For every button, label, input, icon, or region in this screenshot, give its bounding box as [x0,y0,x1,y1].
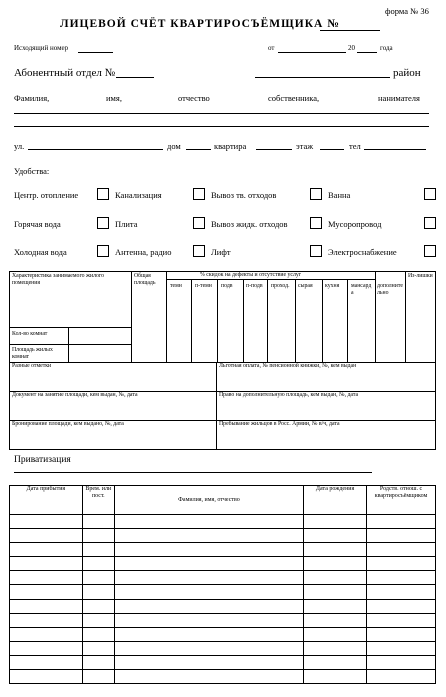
col-header: п-темн [195,283,212,289]
divider [9,344,131,345]
table-cell[interactable] [82,641,114,655]
table-cell[interactable] [114,627,303,641]
table-cell[interactable] [82,655,114,669]
account-number-line[interactable] [320,30,380,31]
table-cell[interactable] [114,670,303,684]
table-row [10,543,436,557]
col-header: дополнительно [377,283,403,296]
divider [405,271,406,363]
table-cell[interactable] [304,613,367,627]
col-header: темн [170,283,182,289]
birth-date-header: Дата рождения [304,486,367,515]
misc-notes-label: Разные отметки [12,363,52,369]
rooms-count-label: Кол-во комнат [12,331,48,337]
amenity-label: Канализация [115,190,162,200]
divider [191,279,192,363]
amenity-checkbox[interactable] [193,217,205,229]
table-cell[interactable] [82,515,114,529]
patronymic-label: отчество [178,93,210,103]
arrival-date-header: Дата прибытия [10,486,83,515]
street-field[interactable] [28,149,163,150]
relation-header: Родств. отнош. с квартиросъёмщиком [367,486,436,515]
amenity-checkbox[interactable] [193,188,205,200]
table-cell[interactable] [10,613,83,627]
divider [166,279,375,280]
table-cell[interactable] [82,585,114,599]
amenity-checkbox[interactable] [424,245,436,257]
table-cell[interactable] [304,571,367,585]
table-header-row [10,486,436,515]
table-row [10,585,436,599]
floor-label: этаж [296,141,314,151]
table-cell[interactable] [114,613,303,627]
year-prefix: 20 [348,44,355,52]
outgoing-number-label: Исходящий номер [14,44,69,52]
divider [216,362,217,450]
table-cell[interactable] [304,599,367,613]
fullname-line-1[interactable] [14,113,429,114]
table-cell[interactable] [367,641,436,655]
table-row [10,613,436,627]
table-cell[interactable] [114,543,303,557]
divider [267,279,268,363]
table-cell[interactable] [114,585,303,599]
divider [217,279,218,363]
surname-label: Фамилия, [14,93,50,103]
year-suffix: года [380,44,393,52]
amenity-checkbox[interactable] [424,188,436,200]
table-cell[interactable] [10,571,83,585]
district-label: район [393,67,421,79]
table-cell[interactable] [10,529,83,543]
table-cell[interactable] [304,585,367,599]
table-cell[interactable] [367,627,436,641]
table-row [10,515,436,529]
table-cell[interactable] [10,585,83,599]
table-cell[interactable] [10,543,83,557]
amenity-checkbox[interactable] [97,188,109,200]
col-header: мансарда [351,283,372,296]
table-cell[interactable] [114,655,303,669]
district-field[interactable] [255,77,390,78]
from-label: от [268,44,275,52]
page-title: ЛИЦЕВОЙ СЧЁТ КВАРТИРОСЪЁМЩИКА № [60,18,340,30]
owner-label: собственника, [268,93,320,103]
privatization-label: Приватизация [14,455,71,465]
amenity-label: Мусоропровод [328,219,382,229]
characteristic-header: Характеристика занимаемого жилого помещения [12,273,105,286]
table-cell[interactable] [114,529,303,543]
divider [347,279,348,363]
amenity-label: Плита [115,219,138,229]
table-cell[interactable] [10,557,83,571]
table-cell[interactable] [304,670,367,684]
table-cell[interactable] [114,599,303,613]
reservation-label: Бронирование площади, кем выдано, №, дата [12,421,124,427]
extra-area-label: Право на дополнительную площадь, кем выдан, №, дата [219,392,359,398]
amenity-checkbox[interactable] [424,217,436,229]
amenity-checkbox[interactable] [193,245,205,257]
apartment-field[interactable] [256,149,292,150]
amenity-checkbox[interactable] [97,217,109,229]
army-label: Пребывание жильцов в Росс. Армии, № в/ч, дата [219,421,340,427]
apartment-label: квартира [214,141,247,151]
amenity-label: Горячая вода [14,219,61,229]
table-cell[interactable] [367,543,436,557]
table-cell[interactable] [304,529,367,543]
divider [243,279,244,363]
amenity-checkbox[interactable] [310,245,322,257]
table-cell[interactable] [367,585,436,599]
divider [322,279,323,363]
table-cell[interactable] [304,557,367,571]
amenities-title: Удобства: [14,166,50,176]
col-header: кухня [325,283,340,289]
phone-field[interactable] [364,149,426,150]
table-cell[interactable] [114,557,303,571]
divider [131,271,132,363]
table-cell[interactable] [82,557,114,571]
total-area-header: Общая площадь [134,273,156,286]
table-cell[interactable] [10,655,83,669]
divider [375,271,376,363]
fullname-line-2[interactable] [14,126,429,127]
table-cell[interactable] [114,571,303,585]
amenity-label: Вывоз жидк. отходов [211,219,288,229]
amenity-checkbox[interactable] [310,188,322,200]
col-header: проход. [271,283,290,289]
table-cell[interactable] [82,529,114,543]
amenity-checkbox[interactable] [310,217,322,229]
table-cell[interactable] [304,655,367,669]
table-cell[interactable] [304,515,367,529]
table-cell[interactable] [82,571,114,585]
table-cell[interactable] [114,641,303,655]
table-row [10,599,436,613]
table-cell[interactable] [10,641,83,655]
table-cell[interactable] [10,670,83,684]
divider [9,327,131,328]
house-field[interactable] [186,149,211,150]
table-cell[interactable] [304,627,367,641]
amenity-label: Ванна [328,190,351,200]
col-header: подв [221,283,233,289]
discounts-header: % скидок на дефекты и отсутствие услуг [200,272,302,278]
table-cell[interactable] [10,515,83,529]
fullname-header: Фамилия, имя, отчество [114,486,303,515]
subscriber-dept-label: Абонентный отдел № [14,67,116,79]
surplus-header: Из-лишки [408,273,433,279]
divider [68,327,69,363]
table-cell[interactable] [367,655,436,669]
table-row [10,641,436,655]
table-cell[interactable] [114,515,303,529]
table-cell[interactable] [367,529,436,543]
floor-field[interactable] [320,149,344,150]
table-cell[interactable] [304,641,367,655]
table-cell[interactable] [10,599,83,613]
table-row [10,529,436,543]
table-cell[interactable] [82,627,114,641]
name-label: имя, [106,93,122,103]
table-cell[interactable] [367,571,436,585]
amenity-label: Электроснабжение [328,247,397,257]
subscriber-dept-field[interactable] [116,77,154,78]
occupancy-doc-label: Документ на занятие площади, кем выдан, №, дата [12,392,138,398]
divider [295,279,296,363]
benefits-label: Льготная оплата, № пенсионной книжки, №, кем выдан [219,363,357,369]
table-cell[interactable] [367,515,436,529]
year-field[interactable] [357,52,377,53]
street-label: ул. [14,141,25,151]
divider [166,271,167,363]
privatization-field[interactable] [14,472,372,473]
table-cell[interactable] [367,670,436,684]
amenity-label: Холодная вода [14,247,67,257]
table-row [10,627,436,641]
table-row [10,557,436,571]
notes-grid [9,362,436,450]
outgoing-number-field[interactable] [78,52,113,53]
table-cell[interactable] [304,543,367,557]
temp-perm-header: Врем. или пост. [82,486,114,515]
amenity-label: Антенна, радио [115,247,172,257]
amenity-label: Вывоз тв. отходов [211,190,277,200]
table-cell[interactable] [367,599,436,613]
living-area-label: Площадь жилых комнат [12,347,53,360]
col-header: сырая [298,283,313,289]
table-cell[interactable] [82,599,114,613]
table-cell[interactable] [82,670,114,684]
tenant-label: нанимателя [378,93,420,103]
amenity-checkbox[interactable] [97,245,109,257]
table-cell[interactable] [82,613,114,627]
form-number: форма № 36 [385,6,429,16]
table-cell[interactable] [367,613,436,627]
amenity-label: Центр. отопление [14,190,79,200]
table-cell[interactable] [82,543,114,557]
table-row [10,571,436,585]
phone-label: тел [349,141,361,151]
table-row [10,655,436,669]
table-cell[interactable] [10,627,83,641]
amenity-label: Лифт [211,247,231,257]
col-header: п-подв [246,283,263,289]
table-cell[interactable] [367,557,436,571]
residents-table [9,485,436,684]
date-field[interactable] [278,52,346,53]
table-row [10,670,436,684]
house-label: дом [167,141,181,151]
